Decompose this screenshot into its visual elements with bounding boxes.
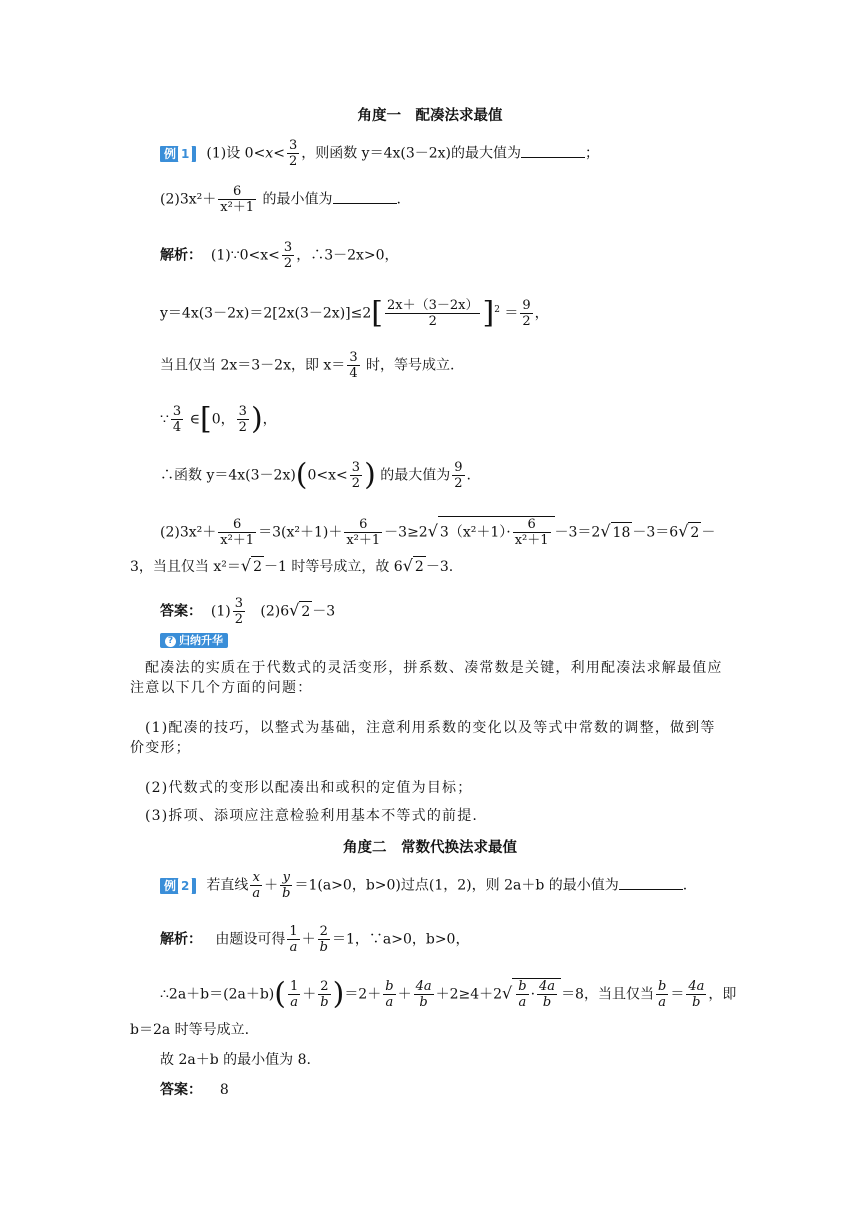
- solution-1-line-3: 当且仅当 2x＝3－2x，即 x＝ $\frac{3}{4}$ 时，等号成立.: [160, 350, 455, 381]
- answer-blank: [521, 145, 585, 158]
- summary-paragraph-3: (2)代数式的变形以配凑出和或积的定值为目标；: [145, 780, 473, 796]
- solution-1-line-5: ∴函数 y＝4x(3－2x)(0<x< $\frac{3}{2}$ ) 的最大值为 $\frac{9}{2}$ .: [160, 457, 471, 493]
- section-title-angle-two: 角度二 常数代换法求最值: [343, 839, 517, 856]
- question-icon: ?: [165, 636, 176, 647]
- answer-blank: [333, 191, 397, 204]
- solution-1-line-1: 解析： (1)∵0<x< $\frac{3}{2}$ ，∴3－2x>0，: [160, 240, 399, 271]
- example-1-badge: 例 1: [160, 146, 196, 162]
- solution-1-line-6: (2)3x²＋ $\frac{6}{\text{x²＋1}}$ ＝3(x²＋1)＋ $\frac{6}{\text{x²＋1}}$ －3≥2√ 3（x²＋1）· $\frac{6}{\text{x²＋1}}$ －3＝2√ 18 －3＝6√ 2 －: [160, 517, 716, 548]
- summary-badge: ? 归纳升华: [160, 632, 228, 648]
- example-2-badge: 例 2: [160, 878, 196, 894]
- solution-1-line-7: 3，当且仅当 x²＝√ 2 －1 时等号成立，故 6√ 2 －3.: [130, 556, 454, 575]
- section-title-angle-one: 角度一 配凑法求最值: [357, 107, 503, 124]
- solution-2-line-3: b＝2a 时等号成立.: [130, 1022, 250, 1038]
- answer-label: 答案：: [160, 603, 202, 620]
- answer-1: 答案： (1) $\frac{3}{2}$ (2)6√ 2 －3: [160, 596, 336, 627]
- solution-2-line-1: 解析： 由题设可得 $\frac{1}{a}$ ＋ $\frac{2}{b}$ ＝1，∵a>0，b>0，: [160, 924, 470, 955]
- example-2-question: 例 2 若直线 $\frac{x}{a}$ ＋ $\frac{y}{b}$ ＝1(a>0，b>0)过点(1，2)，则 2a＋b 的最小值为 .: [160, 870, 687, 901]
- example-1-question-1: 例 1 (1)设 0<x< $\frac{3}{2}$ ，则函数 y＝4x(3－2x)的最大值为 ；: [160, 138, 599, 169]
- fraction-3-2: $\frac{3}{2}$: [288, 138, 298, 169]
- solution-1-line-4: ∵ $\frac{3}{4}$ ∈[0， $\frac{3}{2}$ )，: [160, 401, 277, 437]
- summary-paragraph-4: (3)拆项、添项应注意检验利用基本不等式的前提.: [145, 808, 479, 824]
- answer-blank: [619, 877, 683, 890]
- solution-1-line-2: y＝4x(3－2x)＝2[2x(3－2x)]≤2[ $\frac{2x+(3-2x)}{2}$ ]$^2$ ＝ $\frac{9}{2}$ ，: [160, 295, 549, 331]
- solution-2-line-2: ∴2a＋b＝(2a＋b)( $\frac{1}{a}$ ＋ $\frac{2}{b}$ )＝2＋ $\frac{b}{a}$ ＋ $\frac{4a}{b}$ ＋2≥4＋2√ $\frac{b}{a}$ · $\frac{4a}{b}$ ＝8，当且仅当 $\frac{b}{a}$ ＝ $\frac{4a}{b}$ ，即: [160, 976, 737, 1012]
- summary-paragraph-1: 配凑法的实质在于代数式的灵活变形，拼系数、凑常数是关键，利用配凑法求解最值应注意以下几个方面的问题：: [130, 660, 723, 696]
- solution-2-line-4: 故 2a＋b 的最小值为 8.: [160, 1052, 311, 1068]
- solution-label: 解析：: [160, 247, 202, 264]
- example-1-question-2: (2)3x²＋ $\frac{6}{\text{x²＋1}}$ 的最小值为 .: [160, 184, 401, 215]
- fraction-6-over: $\frac{6}{\text{x²＋1}}$: [220, 184, 255, 215]
- summary-paragraph-2: (1)配凑的技巧，以整式为基础，注意利用系数的变化以及等式中常数的调整，做到等价变形；: [130, 720, 716, 756]
- answer-2: 答案： 8: [160, 1082, 229, 1098]
